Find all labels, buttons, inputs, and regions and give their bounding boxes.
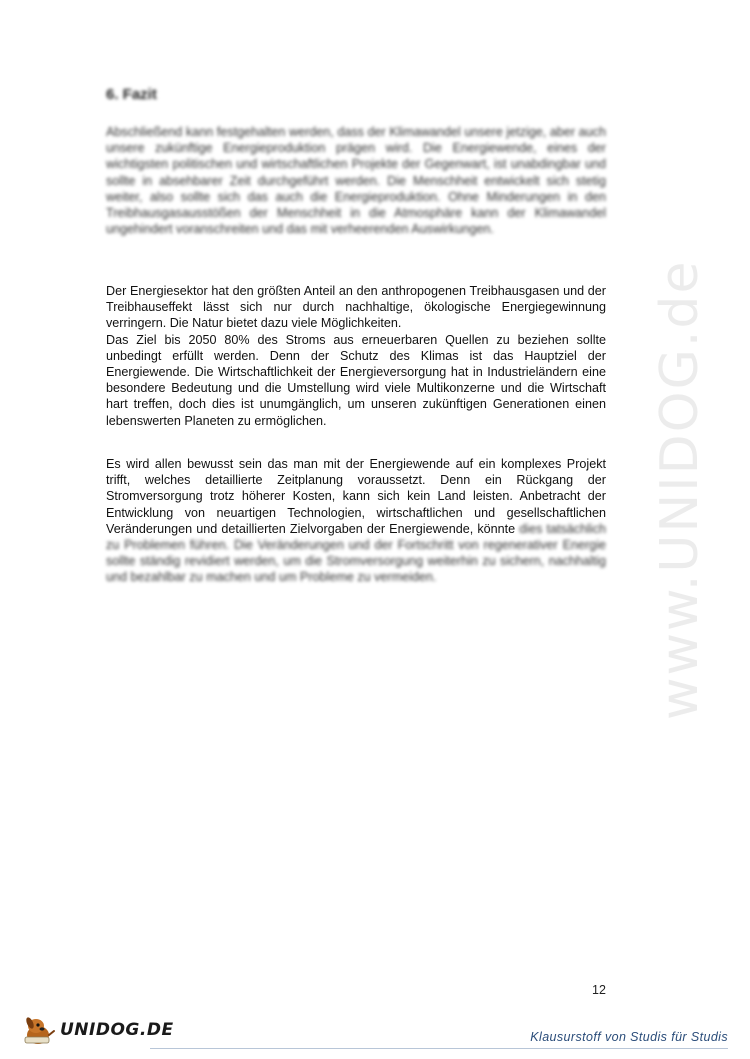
- unidog-logo[interactable]: [22, 1012, 174, 1048]
- footer-divider: [150, 1048, 728, 1049]
- paragraph-complex-project-visible: Es wird allen bewusst sein das man mit der Energiewende auf ein komplexes Projekt trifft, welches detaillierte Zeitplanung voraussetzt. Denn ein Rückgang der Stromversorgung trotz höherer Kosten, kann sich kein Land leisten. Anbetracht der Entwicklung von neuartigen Technologien, wirtschaftlichen und gesellschaftlichen Veränderungen und detaillierten Zielvorgaben der Energiewende, könnte: [106, 457, 606, 536]
- watermark-text: www.UNIDOG.de: [650, 259, 710, 720]
- section-heading: 6. Fazit: [106, 86, 157, 103]
- paragraph-complex-project-blurred: dies tatsächlich zu Problemen führen. Die Veränderungen und der Fortschritt von regenerativer Energie sollte ständig revidiert werden, um die Stromversorgung weiterhin zu sichern, nachhaltig und bezahlbar zu machen und um Probleme zu vermeiden.: [106, 521, 606, 585]
- logo-text: UNIDOG.DE: [60, 1020, 174, 1040]
- paragraph-complex-project: [106, 456, 606, 586]
- page-number: 12: [592, 983, 606, 997]
- paragraph-energy-sector-b: Das Ziel bis 2050 80% des Stroms aus erneuerbaren Quellen zu beziehen sollte unbedingt erfüllt werden. Denn der Schutz des Klimas ist das Hauptziel der Energiewende. Die Wirtschaftlichkeit der Energieversorgung hat in Industrieländern eine besondere Bedeutung und die Umstellung wird viele Multikonzerne und die Wirtschaft hart treffen, doch dies ist unumgänglich, um unseren zukünftigen Generationen einen lebenswerten Planeten zu ermöglichen.: [106, 332, 606, 428]
- paragraph-energy-sector-a: Der Energiesektor hat den größten Anteil an den anthropogenen Treibhausgasen und der Treibhauseffekt lässt sich nur durch nachhaltige, ökologische Energiegewinnung verringern. Die Natur bietet dazu viele Möglichkeiten.: [106, 284, 606, 331]
- dog-mascot-icon: [22, 1013, 56, 1047]
- footer-tagline: Klausurstoff von Studis für Studis: [530, 1030, 728, 1044]
- paragraph-energy-sector: [106, 283, 606, 429]
- paragraph-blurred-intro: Abschließend kann festgehalten werden, dass der Klimawandel unsere jetzige, aber auch unsere zukünftige Energieproduktion prägen wird. Die Energiewende, eines der wichtigsten politischen und wirtschaftlichen Projekte der Gegenwart, ist unabdingbar und sollte in absehbarer Zeit durchgeführt werden. Die Menschheit entwickelt sich stetig weiter, also sollte sich das auch die Energieproduktion. Ohne Minderungen in den Treibhausgasausstößen der Menschheit in die Atmosphäre kann der Klimawandel ungehindert voranschreiten und das mit verheerenden Auswirkungen.: [106, 125, 606, 237]
